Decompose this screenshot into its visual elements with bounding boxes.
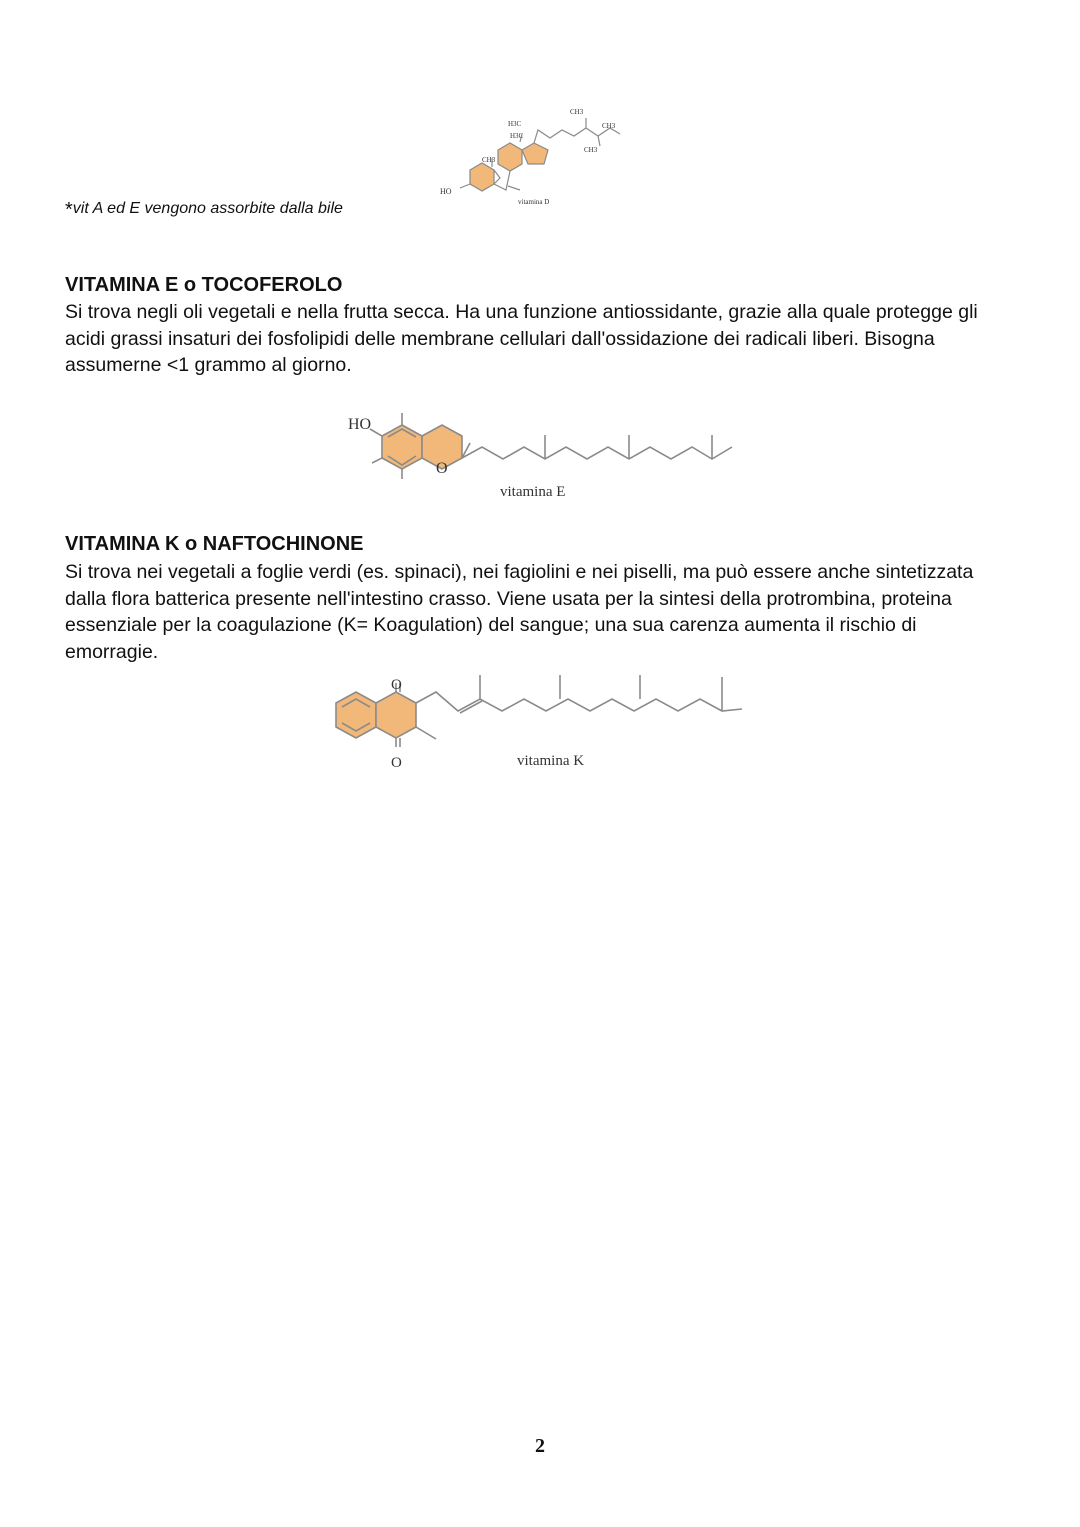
vitd-label-ch3-a: CH3 xyxy=(482,156,496,164)
page-number: 2 xyxy=(535,1435,545,1457)
vitk-label-o-bottom: O xyxy=(391,755,402,771)
vitamin-k-paragraph: Si trova nei vegetali a foglie verdi (es. spinaci), nei fagiolini e nei piselli, ma può essere anche sintetizzata dalla flora batterica presente nell'intestino crasso. Viene usata per la sintesi della protrombina, proteina essenziale per la coagulazione (K= Koagulation) del sangue; una sua carenza aumenta il rischio di emorragie. xyxy=(65,561,974,663)
footnote xyxy=(65,196,343,219)
vitd-label-h3c-b: H3C xyxy=(510,132,524,140)
vitd-caption: vitamina D xyxy=(518,198,550,206)
vite-ring-benzene xyxy=(382,425,422,469)
footnote-star: * xyxy=(65,199,73,221)
vitamin-e-paragraph: Si trova negli oli vegetali e nella frutta secca. Ha una funzione antiossidante, grazie alla quale protegge gli acidi grassi insaturi dei fosfolipidi delle membrane cellulari dall'ossidazione dei radicali liberi. Bisogna assumerne <1 grammo al giorno. xyxy=(65,301,978,376)
vitd-ring-d xyxy=(522,143,548,164)
vitk-ring-quinone xyxy=(376,692,416,738)
vite-label-ho: HO xyxy=(348,416,372,433)
vitd-ring-a xyxy=(470,163,494,191)
vitd-label-h3c-a: H3C xyxy=(508,120,522,128)
vite-label-o: O xyxy=(436,460,448,477)
vitd-label-ch3-d: CH3 xyxy=(584,146,598,154)
vitd-label-ch3-b: CH3 xyxy=(570,108,584,116)
vitamin-k-structure xyxy=(330,675,750,775)
footnote-text: vit A ed E vengono assorbite dalla bile xyxy=(72,200,343,217)
vitamin-e-heading: VITAMINA E o TOCOFEROLO xyxy=(65,274,343,296)
vitd-label-ch3-c: CH3 xyxy=(602,122,616,130)
vitd-label-ho: HO xyxy=(440,187,452,196)
vitamin-d-structure xyxy=(430,100,650,212)
vitamin-e-structure xyxy=(340,405,740,505)
vitamin-k-heading: VITAMINA K o NAFTOCHINONE xyxy=(65,533,364,555)
vite-caption: vitamina E xyxy=(500,484,566,500)
vitk-caption: vitamina K xyxy=(517,753,585,769)
vitk-label-o-top: O xyxy=(391,677,402,693)
vitd-ring-c xyxy=(498,143,522,171)
